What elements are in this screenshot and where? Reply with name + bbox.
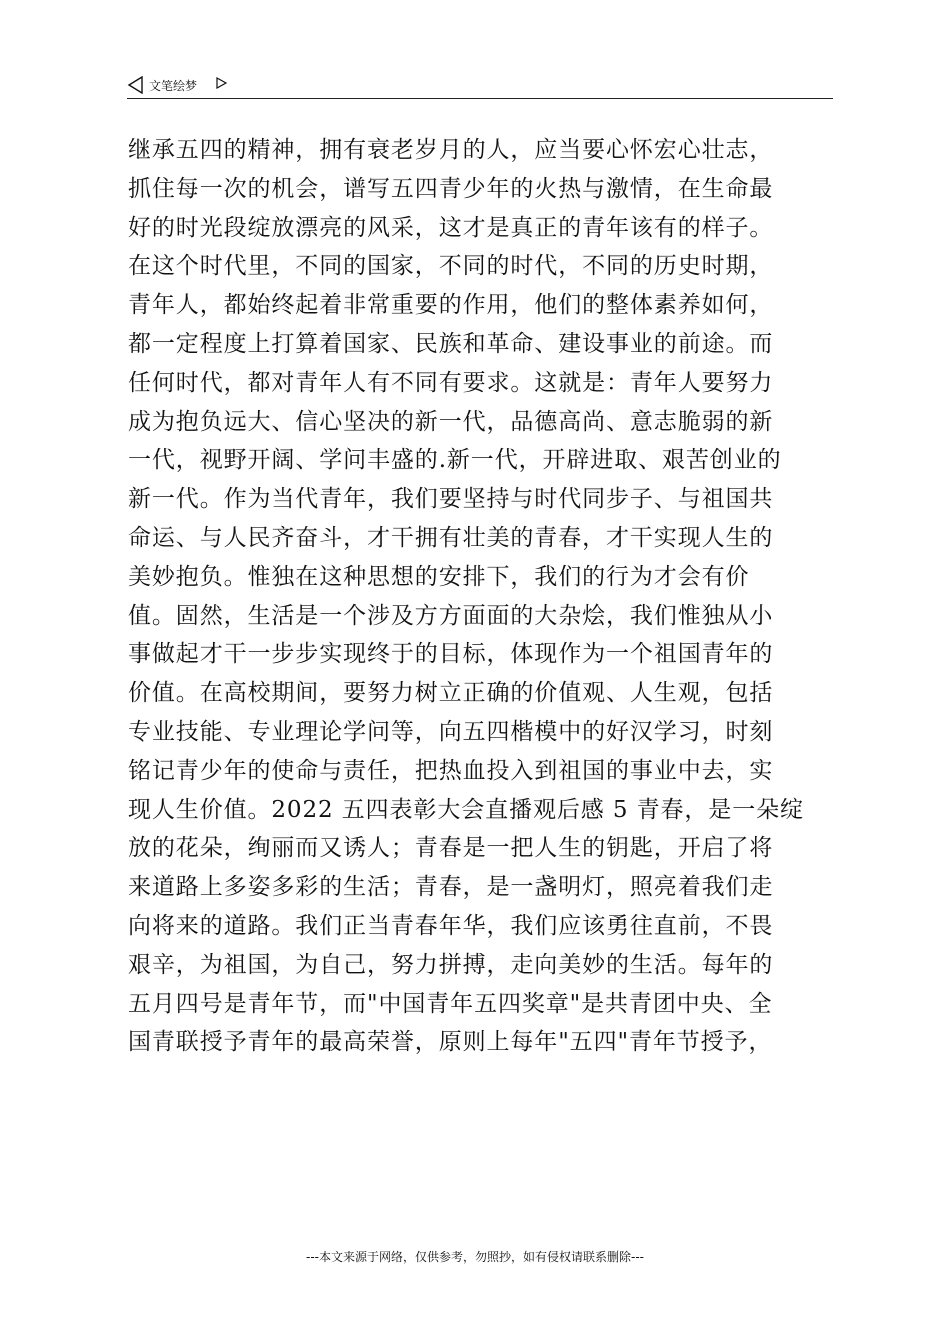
- text-line: 在这个时代里，不同的国家，不同的时代，不同的历史时期，: [128, 253, 774, 280]
- text-line: 艰辛，为祖国，为自己，努力拼搏，走向美妙的生活。每年的: [128, 951, 774, 978]
- text-line: 都一定程度上打算着国家、民族和革命、建设事业的前途。而: [128, 330, 774, 357]
- text-line: 命运、与人民齐奋斗，才干拥有壮美的青春，才干实现人生的: [128, 524, 774, 551]
- text-line: 铭记青少年的使命与责任，把热血投入到祖国的事业中去，实: [128, 757, 774, 784]
- text-line: 现人生价值。2022 五四表彰大会直播观后感 5 青春，是一朵绽: [128, 796, 804, 823]
- text-line: 值。固然，生活是一个涉及方方面面的大杂烩，我们惟独从小: [128, 602, 774, 629]
- text-line: 青年人，都始终起着非常重要的作用，他们的整体素养如何，: [128, 292, 774, 319]
- text-line: 美妙抱负。惟独在这种思想的安排下，我们的行为才会有价: [128, 563, 750, 590]
- text-line: 专业技能、专业理论学问等，向五四楷模中的好汉学习，时刻: [128, 718, 774, 745]
- text-line: 抓住每一次的机会，谱写五四青少年的火热与激情，在生命最: [128, 175, 774, 202]
- text-line: 国青联授予青年的最高荣誉，原则上每年"五四"青年节授予，: [128, 1029, 773, 1056]
- text-line: 继承五四的精神，拥有衰老岁月的人，应当要心怀宏心壮志，: [128, 137, 774, 163]
- text-line: 放的花朵，绚丽而又诱人；青春是一把人生的钥匙，开启了将: [128, 835, 774, 862]
- text-line: 成为抱负远大、信心坚决的新一代，品德高尚、意志脆弱的新: [128, 408, 774, 435]
- text-line: 来道路上多姿多彩的生活；青春，是一盏明灯，照亮着我们走: [128, 874, 774, 901]
- triangle-left-icon: [127, 76, 145, 94]
- text-line: 向将来的道路。我们正当青春年华，我们应该勇往直前，不畏: [128, 912, 774, 939]
- header-title: 文笔绘梦: [149, 79, 198, 93]
- page-footer: ---本文来源于网络，仅供参考，勿照抄，如有侵权请联系删除---: [306, 1250, 644, 1264]
- text-line: 五月四号是青年节，而"中国青年五四奖章"是共青团中央、全: [128, 990, 773, 1017]
- text-line: 任何时代，都对青年人有不同有要求。这就是：青年人要努力: [128, 369, 774, 396]
- body-text: [128, 131, 838, 1062]
- text-line: 好的时光段绽放漂亮的风采，这才是真正的青年该有的样子。: [128, 214, 774, 241]
- text-line: 新一代。作为当代青年，我们要坚持与时代同步子、与祖国共: [128, 486, 774, 513]
- triangle-right-icon: [215, 77, 227, 89]
- text-line: 事做起才干一步步实现终于的目标，体现作为一个祖国青年的: [128, 641, 774, 668]
- text-line: 价值。在高校期间，要努力树立正确的价值观、人生观，包括: [128, 680, 774, 707]
- text-line: 一代，视野开阔、学问丰盛的.新一代，开辟进取、艰苦创业的: [128, 447, 782, 474]
- page-header: [127, 74, 833, 99]
